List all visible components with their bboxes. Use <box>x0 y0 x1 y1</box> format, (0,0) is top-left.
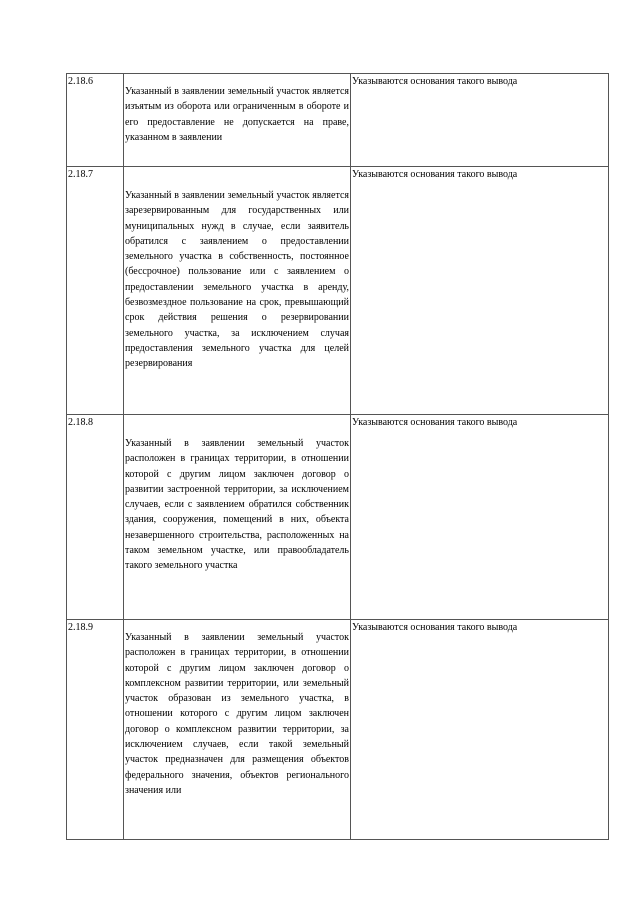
row-number: 2.18.9 <box>67 620 124 840</box>
table-row <box>67 167 609 415</box>
row-result: Указываются основания такого вывода <box>351 620 609 840</box>
row-condition <box>124 74 351 167</box>
row-number: 2.18.6 <box>67 74 124 167</box>
row-number: 2.18.7 <box>67 167 124 415</box>
condition-text: Указанный в заявлении земельный участок расположен в границах территории, в отношении которой с другим лицом заключен договор о комплексном развитии территории, или земельный участок образован из земельного участка, в отношении которого с другим лицом заключен договор о комплексном развитии территории, за исключением случаев, если такой земельный участок предназначен для размещения объектов федерального значения, объектов регионального значения или <box>125 632 349 796</box>
requirements-table <box>66 73 609 840</box>
row-result: Указываются основания такого вывода <box>351 415 609 620</box>
row-condition <box>124 620 351 840</box>
row-result: Указываются основания такого вывода <box>351 74 609 167</box>
table-row <box>67 74 609 167</box>
row-number: 2.18.8 <box>67 415 124 620</box>
table-row <box>67 415 609 620</box>
condition-text: Указанный в заявлении земельный участок является изъятым из оборота или ограниченным в обороте и его предоставление не допускается на праве, указанном в заявлении <box>125 86 349 143</box>
row-condition <box>124 167 351 415</box>
table-row <box>67 620 609 840</box>
condition-text: Указанный в заявлении земельный участок является зарезервированным для государственных или муниципальных нужд в случае, если заявитель обратился с заявлением о предоставлении земельного участка в собственность, постоянное (бессрочное) пользование или с заявлением о предоставлении земельного участка в аренду, безвозмездное пользование на срок, превышающий срок действия решения о резервировании земельного участка, за исключением случая предоставления земельного участка для целей резервирования <box>125 190 349 370</box>
row-condition <box>124 415 351 620</box>
condition-text: Указанный в заявлении земельный участок расположен в границах территории, в отношении которой с другим лицом заключен договор о развитии застроенной территории, за исключением случаев, если с заявлением обратился собственник здания, сооружения, помещений в них, объекта незавершенного строительства, расположенных на таком земельном участке, или правообладатель такого земельного участка <box>125 438 349 572</box>
row-result: Указываются основания такого вывода <box>351 167 609 415</box>
